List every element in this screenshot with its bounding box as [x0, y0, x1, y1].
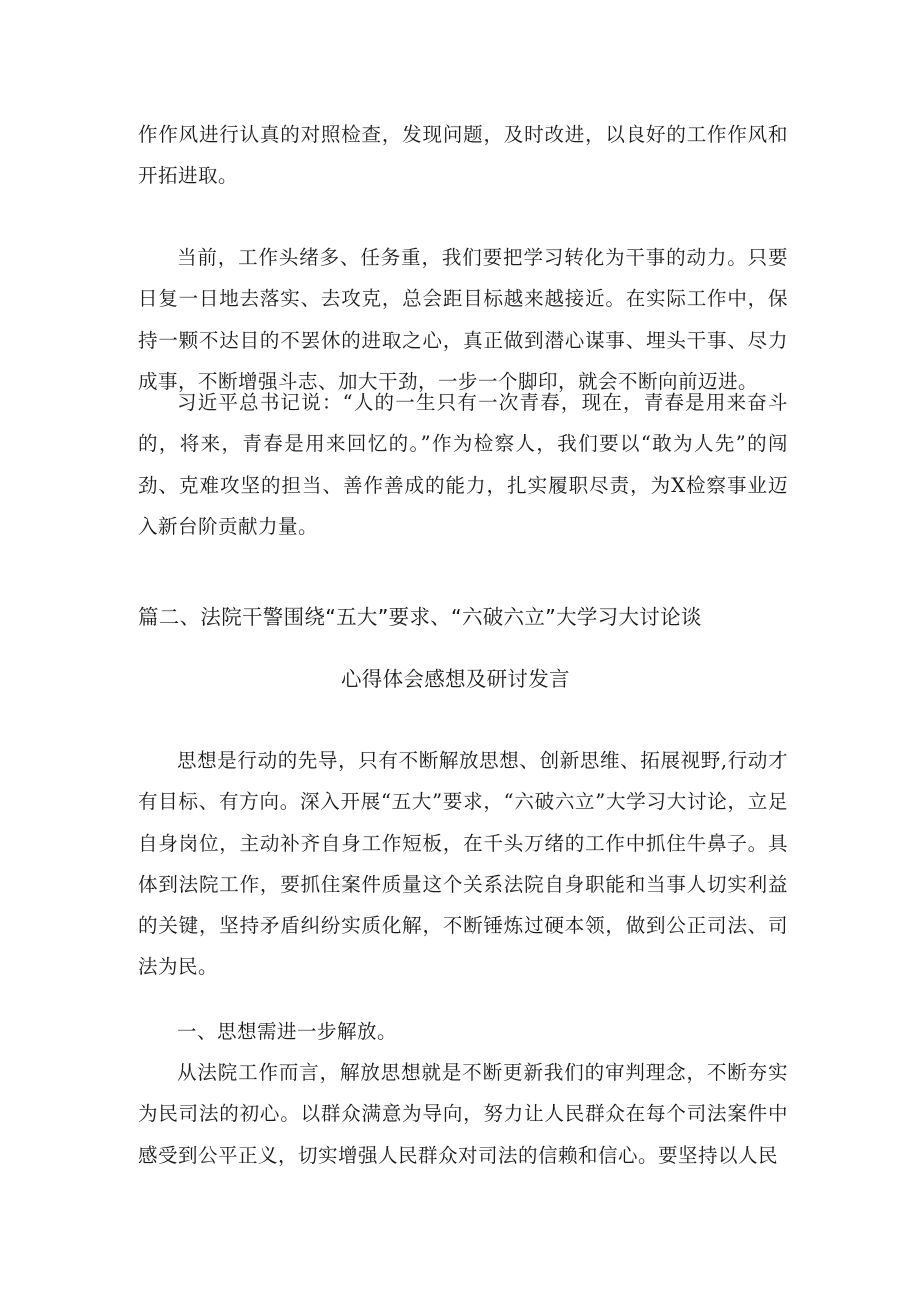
paragraph-court-work: 从法院工作而言，解放思想就是不断更新我们的审判理念，不断夯实为民司法的初心。以群众满意为导向，努力让人民群众在每个司法案件中感受到公平正义，切实增强人民群众对司法的信赖和信心。要坚持以人民 — [138, 1061, 788, 1167]
section-heading-line-1: 篇二、法院干警围绕“五大”要求、“六破六立”大学习大讨论谈 — [138, 605, 702, 629]
paragraph-youth-quote: 习近平总书记说：“人的一生只有一次青春，现在，青春是用来奋斗的，将来，青春是用来回忆的。”作为检察人，我们要以“敢为人先”的闯劲、克难攻坚的担当、善作善成的能力，扎实履职尽责，为X检察事业迈入新台阶贡献力量。 — [138, 391, 788, 538]
paragraph-continuation: 作作风进行认真的对照检查，发现问题，及时改进，以良好的工作作风和开拓进取。 — [138, 123, 788, 188]
paragraph-work-motivation: 当前，工作头绪多、任务重，我们要把学习转化为干事的动力。只要日复一日地去落实、去攻克，总会距目标越来越接近。在实际工作中，保持一颗不达目的不罢休的进取之心，真正做到潜心谋事、埋头干事、尽力成事，不断增强斗志、加大干劲，一步一个脚印，就会不断向前迈进。 — [138, 246, 788, 393]
paragraph-thought-guidance: 思想是行动的先导，只有不断解放思想、创新思维、拓展视野,行动才有目标、有方向。深入开展“五大”要求，“六破六立”大学习大讨论，立足自身岗位，主动补齐自身工作短板，在千头万绪的工作中抓住牛鼻子。具体到法院工作，要抓住案件质量这个关系法院自身职能和当事人切实利益的关键，坚持矛盾纠纷实质化解，不断锤炼过硬本领，做到公正司法、司法为民。 — [138, 749, 788, 979]
section-heading-line-2: 心得体会感想及研讨发言 — [341, 667, 570, 691]
subheading-emancipate-thinking: 一、思想需进一步解放。 — [177, 1020, 398, 1043]
